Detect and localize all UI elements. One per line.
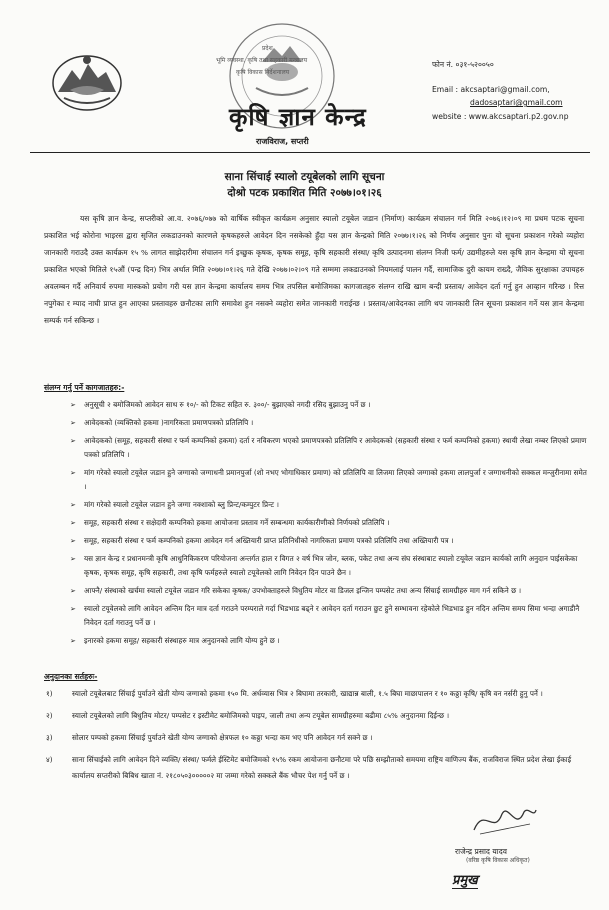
list-item-text: आवेदकको (व्यक्तिको हकमा )नागरिकता प्रमाणपत्रको प्रतिलिपि । xyxy=(84,418,254,427)
notice-title: साना सिंचाई स्यालो टयूबेलको लागि सूचना xyxy=(224,171,385,183)
header-divider xyxy=(30,152,590,153)
phone-number: फोन नं. ०३१-५२००५० xyxy=(432,60,494,69)
list-item-text: समूह, सहकारी संस्था र फर्म कम्पनिको हकमा आवेदन गर्न अख्तियारी प्राप्त प्रतिनिधीको नागरिकता प्रमाण पत्रको प्रतिलिपि तथा अख्तियारी पत्र । xyxy=(84,536,454,545)
arrow-bullet-icon: ➢ xyxy=(70,605,76,613)
list-item xyxy=(70,416,590,430)
seal-line-ministry: भूमि व्यवस्था, कृषि तथा सहकारी मन्त्रालय xyxy=(216,57,308,64)
list-item xyxy=(70,534,590,548)
signatory-designation: (वरिष्ठ कृषि विकास अधिकृत) xyxy=(466,857,530,864)
list-item xyxy=(44,686,589,702)
list-item-text: समूह, सहकारी संस्था र सक्षेदारी कम्पनिको हकमा आयोजना प्रस्ताव गर्ने सम्बन्धमा कार्यकारीणीको निर्णयको प्रतिलिपि । xyxy=(84,518,390,527)
nepal-emblem-icon xyxy=(50,52,124,114)
condition-number: १) xyxy=(46,689,53,698)
arrow-bullet-icon: ➢ xyxy=(70,419,76,427)
condition-text: साना सिंचाईको लागि आवेदन दिने व्यक्ति/ संस्था/ फर्मले ईस्टिमेट बमोजिमको १५% रकम आयोजना छनौटमा परे पछि सम्झौताको समयमा राष्ट्रिय वाणिज्य बैंक, राजविराज स्थित प्रदेश लेखा ईकाई कार्यालय सप्तरीको बिबिध खाता नं. २१८०५०३०००००२ मा जम्मा गरेको सक्कले बैंक भौचर पेश गर्नु पर्ने छ । xyxy=(72,755,572,780)
list-item xyxy=(70,398,590,412)
documents-heading: संलग्न गर्नु पर्ने कागजातहरु:- xyxy=(44,383,125,392)
list-item-text: मांग गरेको स्यालो टयूवेल जडान हुने जग्गा नक्शाको ब्लु प्रिन्ट/कम्पुटर प्रिन्ट । xyxy=(84,500,279,509)
notice-subtitle: दोश्रो पटक प्रकाशित मिति २०७७।०१।२६ xyxy=(227,187,382,199)
seal-line-province: प्रदेश xyxy=(262,45,273,52)
condition-number: ४) xyxy=(46,755,53,764)
arrow-bullet-icon: ➢ xyxy=(70,501,76,509)
arrow-bullet-icon: ➢ xyxy=(70,519,76,527)
list-item xyxy=(70,516,590,530)
list-item-text: इनारको हकमा समूह/ सहकारी संस्थाहरु मात्र अनुदानको लागि योग्य हुने छ । xyxy=(84,636,280,645)
email-address: Email : akcsaptari@gmail.com, xyxy=(432,85,550,94)
list-item xyxy=(70,634,590,648)
arrow-bullet-icon: ➢ xyxy=(70,537,76,545)
list-item-text: आफ्नै/ संस्थाको खर्चमा स्यालो टयूवेल जडान गरि सकेका कृषक/ उपभोक्ताहरुले विधुतिय मोटर वा डिजल इन्जिन पम्पसेट तथा अन्य सिंचाई सामग्रीहरु माग गर्न सकिने छ । xyxy=(84,586,522,595)
list-item-text: यस ज्ञान केन्द्र र प्रधानमन्त्री कृषि आधुनिकिकरण परियोजना अन्तर्गत हाल र विगत २ वर्ष भित्र जोन, ब्लक, पकेट तथा अन्य संघ संस्थाबाट स्यालो टयूवेल जडान कार्यको लागि अनुदान पाईसकेका कृषक, कृषक समूह, कृषि सहकारी, तथा कृषि फर्महरुले स्यालो टयूवेलको लागि निवेदन दिन पाउने छैन । xyxy=(84,554,578,577)
condition-number: ३) xyxy=(46,733,53,742)
list-item xyxy=(70,466,590,494)
conditions-heading: अनुदानका सर्तहरुः- xyxy=(44,672,98,681)
list-item xyxy=(70,602,590,630)
arrow-bullet-icon: ➢ xyxy=(70,401,76,409)
condition-number: २) xyxy=(46,711,53,720)
list-item xyxy=(44,730,589,746)
signatory-name: राजेन्द्र प्रसाद यादव xyxy=(455,847,507,856)
list-item xyxy=(44,752,589,784)
documents-list xyxy=(70,398,590,652)
arrow-bullet-icon: ➢ xyxy=(70,469,76,477)
list-item-text: आवेदकको (समूह, सहकारी संस्था र फर्म कम्पनिको हकमा) दर्ता र नविकरण भएको प्रमाणपत्रको प्रतिलिपि र आवेदकको (सहकारी संस्था र फर्म कम्पनिको हकमा) स्थायी लेखा नम्बर लिएको प्रमाण पत्रको प्रतिलिपि । xyxy=(84,436,587,459)
email-link-2[interactable]: dadosaptari@gmail.com xyxy=(470,98,563,107)
body-paragraph-text: यस कृषि ज्ञान केन्द्र, सप्तरीको आ.व. २०७६/०७७ को वार्षिक स्वीकृत कार्यक्रम अनुसार स्यालो टयूबेल जडान (निर्माण) कार्यक्रम संचालन गर्न मिति २०७६।१२।०९ मा प्रथम पटक सूचना प्रकाशित भई कोरोना भाइरस द्वारा सृजित लकडाउनको कारणले कृषकहरुले आवेदन दिन नसकेको हुँदा यस ज्ञान केन्द्रको मिति २०७७।१।२६ को निर्णय अनुसार पुनः यो सूचना प्रकाशन गरेको व्यहोरा जानकारी गराउदै उक्त कार्यक्रम १५ % लागत साझेदारीमा संचालन गर्न इच्छुक कृषक, कृषक समूह, कृषि सहकारी संस्था/ कृषि उत्पादनमा संलग्न निजी फर्म/ उद्यमीहरुले यस कृषि ज्ञान केन्द्रमा यो सूचना प्रकाशित भएको मितिले १५औं (पन्द्र दिन) भित्र अर्थात मिति २०७७।०१।२६ गते देखि २०७७।०२।०९ गते सम्ममा लकडाउनको नियमलाई पालन गर्दै, सामाजिक दुरी कायम राख्दै, जैविक सुरक्षाका उपायहरु अवलम्बन गर्दै अनिवार्य रुपमा मास्कको प्रयोग गरी यस ज्ञान केन्द्रमा कार्यालय समय भित्र तपसिल बमोजिमका कागजातहरु संलग्न राखि खाम बन्दी प्रस्ताव/ आवेदन दर्ता गर्नु हुन आव्हान गरिन्छ । रित्त नपुगेका र म्याद नाघी प्राप्त हुन आएका प्रस्तावहरु छनौटका लागि समावेश हुन नसक्ने व्यहोरा समेत जानकारी गराईन्छ । प्रस्ताव/आवेदनका लागि थप जानकारी लिन सूचना प्रकाशन गर्ने यस ज्ञान केन्द्रमा सम्पर्क गर्न सकिन्छ । xyxy=(44,214,584,325)
list-item xyxy=(70,552,590,580)
list-item-text: अनुसूची २ बमोजिमको आवेदन साथ रु १०/- को टिकट सहित रु. ३००/- बुझाएको नगदी रसिद बुझाउनु पर्ने छ । xyxy=(84,400,371,409)
body-paragraph xyxy=(44,210,584,329)
seal-line-directorate: कृषि विकास निर्देशनालय xyxy=(236,69,290,76)
office-address: राजविराज, सप्तरी xyxy=(256,137,309,146)
list-item-text: मांग गरेको स्यालो टयूवेल जडान हुने जग्गाको जग्गाधनी प्रमानपुर्जा (शो नभए भोगाधिकार प्रमाण) को प्रतिलिपि वा लिजमा लिएको जग्गाको हकमा लालपुर्जा र जग्गाधनीको सक्कल मन्जुरीनामा समेत । xyxy=(84,468,587,491)
arrow-bullet-icon: ➢ xyxy=(70,637,76,645)
condition-text: सोलार पम्पको हकमा सिंचाई पुर्याउने खेती योग्य जग्गाको क्षेत्रफल १० कठ्ठा भन्दा कम भए पनि आवेदन गर्न सक्ने छ । xyxy=(72,733,373,742)
condition-text: स्यालो टयूबेलको लागि बिधुतिय मोटर/ पम्पसेट र इस्टीमेट बमोजिमको पाइप, जाली तथा अन्य टयूबेल सामग्रीहरुमा बढीमा ८५% अनुदानमा दिईन्छ । xyxy=(72,711,450,720)
condition-text: स्यालो टयूबेलबाट सिंचाई पुर्याउने खेती योग्य जग्गाको हकमा १५० मि. अर्धव्यास भित्र २ बिघामा तरकारी, खाद्यान्न बाली, १.५ बिघा माछापालन र १० कठ्ठा कृषि/ कृषि वन नर्सरी हुनु पर्ने । xyxy=(72,689,543,698)
arrow-bullet-icon: ➢ xyxy=(70,555,76,563)
arrow-bullet-icon: ➢ xyxy=(70,587,76,595)
list-item xyxy=(70,584,590,598)
list-item-text: स्यालो टयूवेलको लागि आवेदन अन्तिम दिन मात्र दर्ता गराउने परम्पराले गर्दा भिडभाड बढ्ने र आवेदन दर्ता गराउन छुट हुने सम्भावना रहेकोले भिडभाड हुन नदिन अन्तिम समय सिमा भन्दा अगाडीनै निवेदन दर्ता गराउनु पर्ने छ । xyxy=(84,604,580,627)
handwritten-signature xyxy=(470,800,540,840)
conditions-list xyxy=(44,686,589,790)
arrow-bullet-icon: ➢ xyxy=(70,437,76,445)
office-name: कृषि ज्ञान केन्द्र xyxy=(229,103,367,131)
list-item xyxy=(70,434,590,462)
website-link[interactable]: website : www.akcsaptari.p2.gov.np xyxy=(432,112,569,121)
list-item xyxy=(70,498,590,512)
signatory-title: प्रमुख xyxy=(452,870,478,889)
list-item xyxy=(44,708,589,724)
